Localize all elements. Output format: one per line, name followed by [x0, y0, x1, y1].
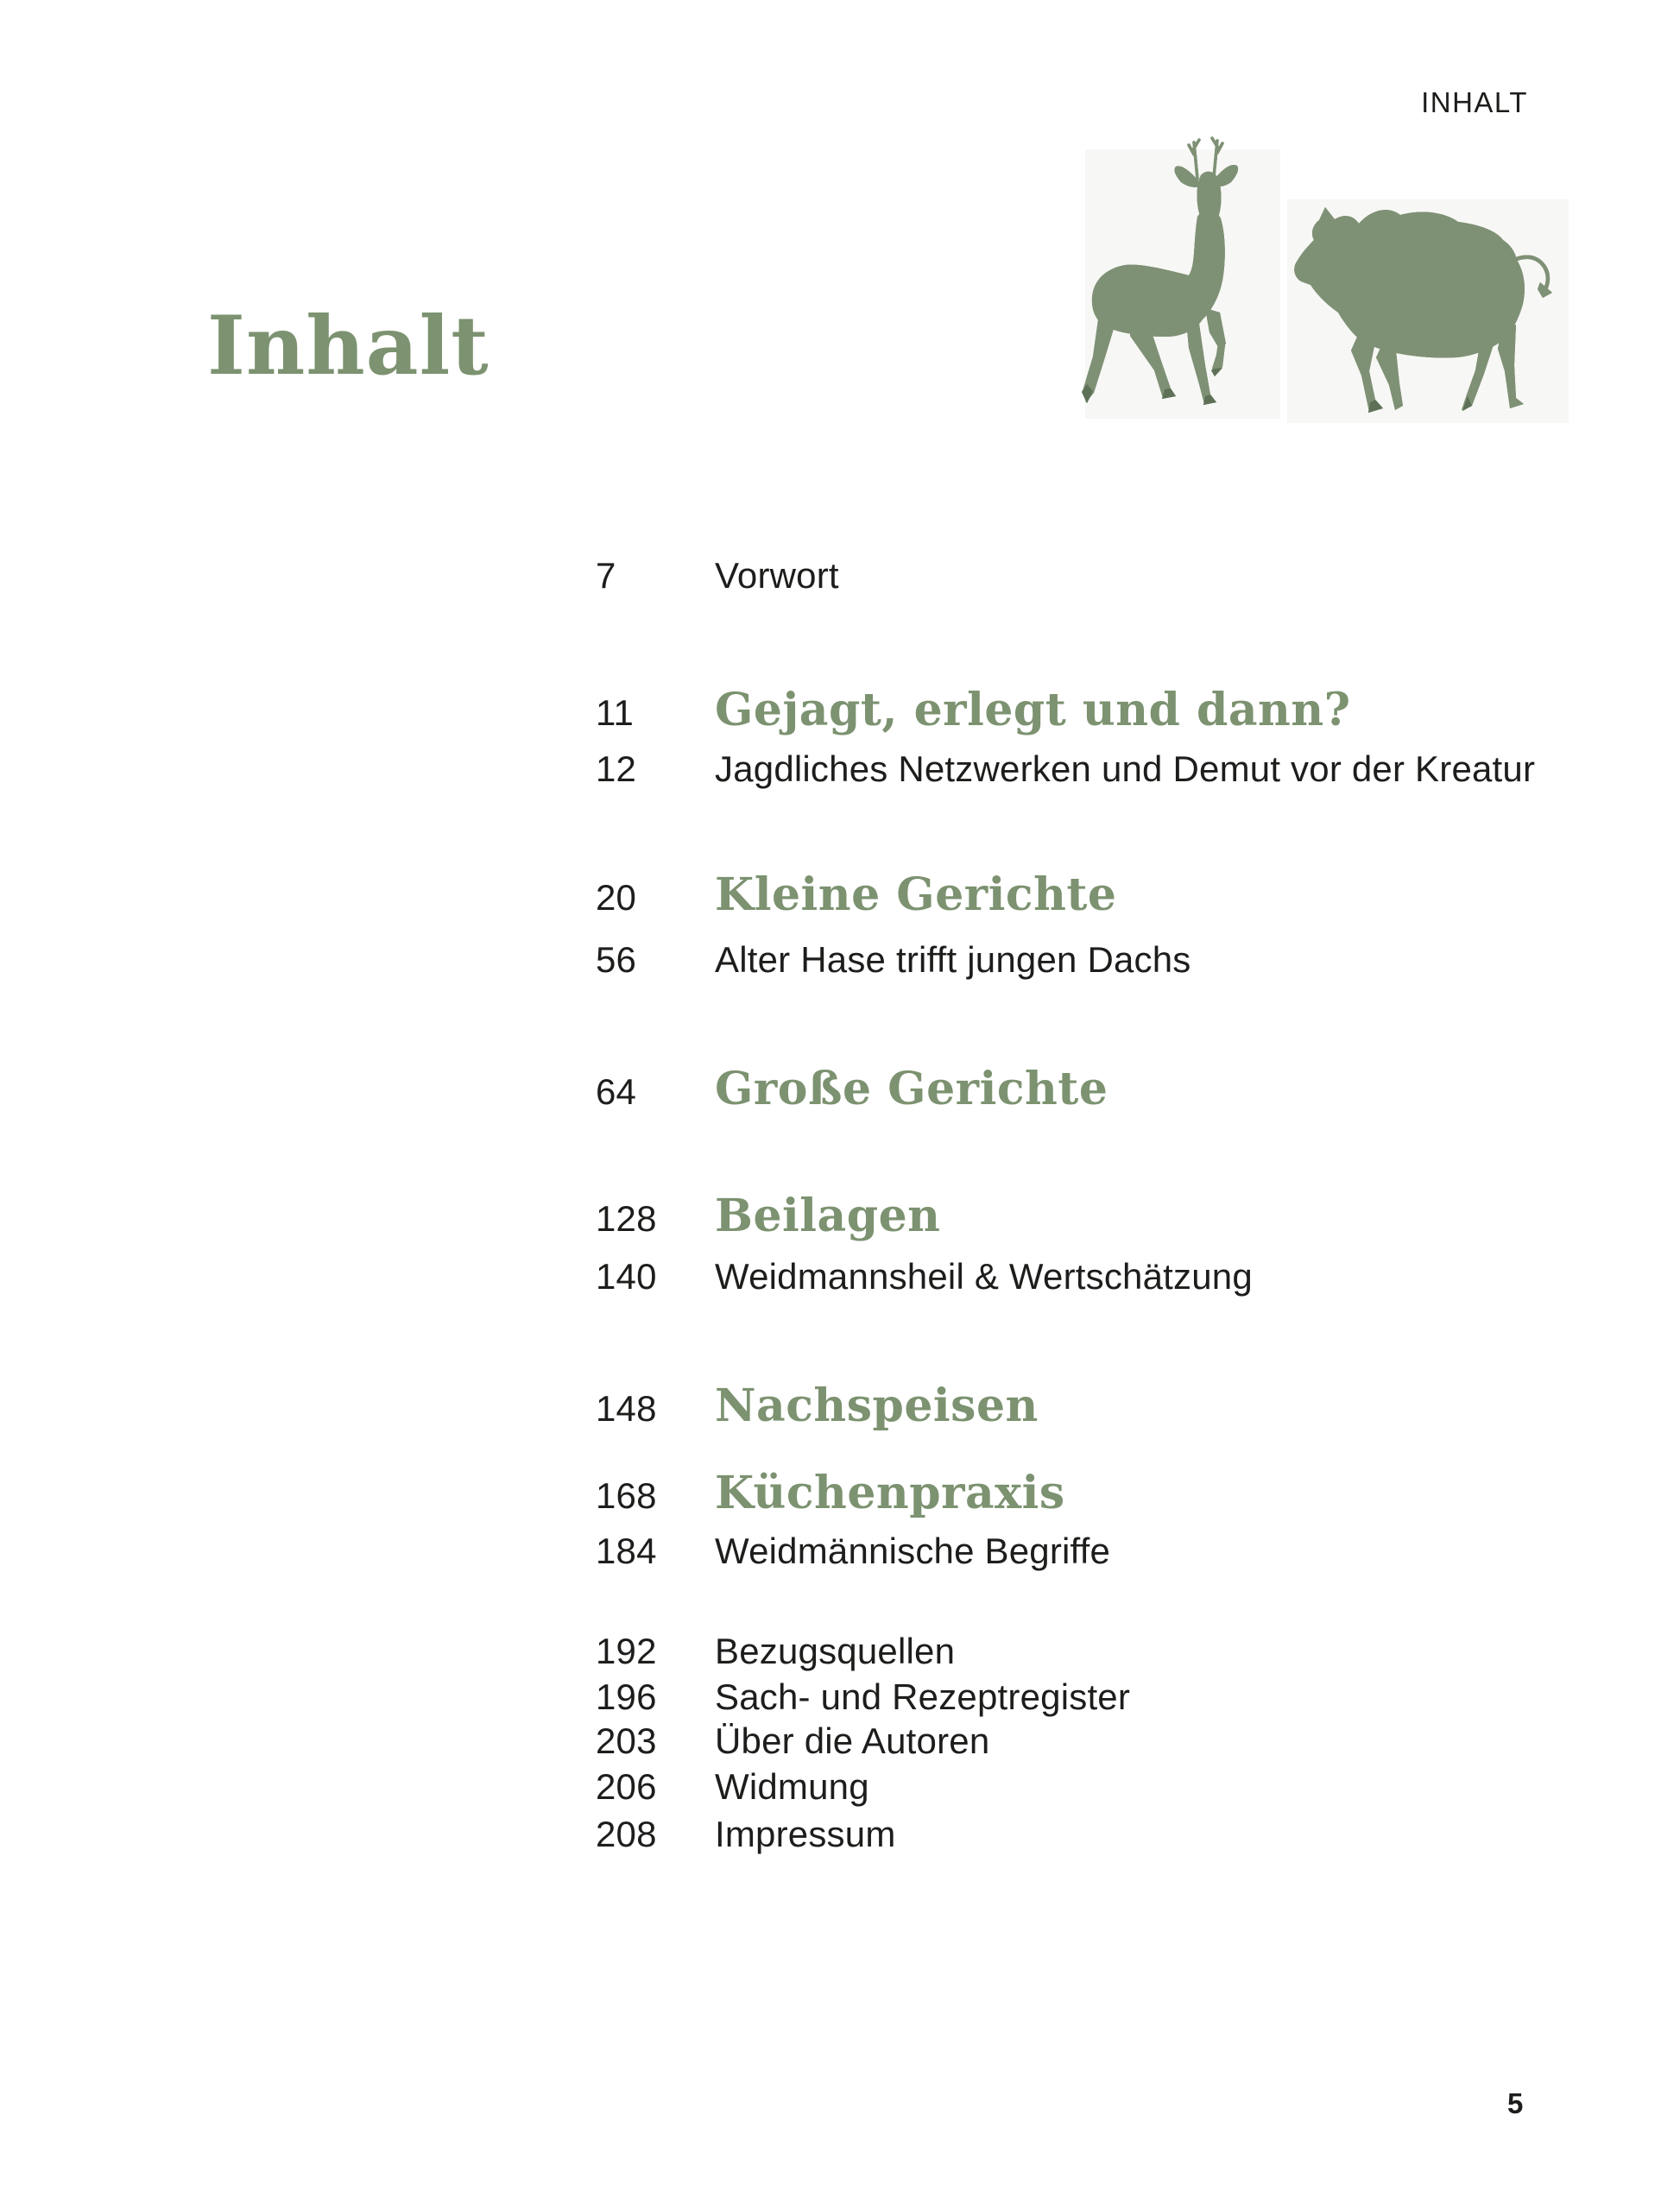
- toc-entry-label: Große Gerichte: [715, 1063, 1108, 1115]
- toc-entry: [596, 1676, 1130, 1718]
- toc-entry-label: Widmung: [715, 1766, 869, 1807]
- toc-entry: [596, 555, 839, 597]
- page-title: Inhalt: [207, 299, 489, 394]
- toc-page-number: 64: [596, 1071, 637, 1112]
- toc-page-number: 56: [596, 939, 637, 980]
- toc-page-number: 148: [596, 1388, 657, 1429]
- toc-page-number: 203: [596, 1720, 657, 1761]
- toc-page-number: 196: [596, 1676, 657, 1717]
- toc-section-entry: [596, 867, 1117, 924]
- toc-entry-label: Küchenpraxis: [715, 1467, 1065, 1519]
- toc-entry-label: Impressum: [715, 1814, 896, 1854]
- toc-entry-label: Beilagen: [715, 1190, 941, 1242]
- toc-section-entry: [596, 1061, 1108, 1118]
- toc-page-number: 20: [596, 877, 637, 918]
- toc-entry-label: Gejagt, erlegt und dann?: [715, 684, 1351, 736]
- toc-page-number: 11: [596, 692, 634, 733]
- toc-entry-label: Nachspeisen: [715, 1379, 1039, 1432]
- toc-entry: [596, 1256, 1253, 1297]
- toc-entry: [596, 1720, 989, 1762]
- toc-entry: [596, 939, 1191, 981]
- toc-entry: [596, 748, 1535, 790]
- toc-entry-label: Weidmannsheil & Wertschätzung: [715, 1256, 1253, 1297]
- toc-page-number: 192: [596, 1631, 657, 1671]
- toc-section-entry: [596, 1378, 1039, 1435]
- wild-boar-illustration: [1285, 201, 1569, 417]
- running-head: INHALT: [1421, 86, 1528, 118]
- toc-section-entry: [596, 682, 1351, 739]
- toc-entry-label: Über die Autoren: [715, 1720, 990, 1761]
- toc-entry: [596, 1814, 896, 1855]
- toc-page-number: 208: [596, 1814, 657, 1854]
- roe-deer-illustration: [1082, 134, 1246, 410]
- toc-page-number: 140: [596, 1256, 657, 1297]
- toc-page-number: 128: [596, 1198, 657, 1239]
- toc-entry-label: Vorwort: [715, 555, 839, 596]
- toc-page-number: 7: [596, 555, 616, 596]
- toc-entry-label: Alter Hase trifft jungen Dachs: [715, 939, 1191, 980]
- toc-entry: [596, 1531, 1110, 1572]
- toc-entry-label: Sach- und Rezeptregister: [715, 1676, 1131, 1717]
- toc-entry-label: Jagdliches Netzwerken und Demut vor der Kreatur: [715, 748, 1536, 789]
- toc-section-entry: [596, 1465, 1065, 1522]
- toc-entry: [596, 1766, 869, 1808]
- toc-page-number: 12: [596, 748, 637, 789]
- toc-page-number: 184: [596, 1531, 657, 1571]
- toc-entry: [596, 1631, 955, 1672]
- toc-entry-label: Bezugsquellen: [715, 1631, 956, 1671]
- toc-entry-label: Kleine Gerichte: [715, 868, 1117, 921]
- toc-entry-label: Weidmännische Begriffe: [715, 1531, 1111, 1571]
- toc-page-number: 168: [596, 1475, 657, 1516]
- toc-section-entry: [596, 1188, 941, 1245]
- toc-page-number: 206: [596, 1766, 657, 1807]
- page-number: 5: [1507, 2087, 1524, 2119]
